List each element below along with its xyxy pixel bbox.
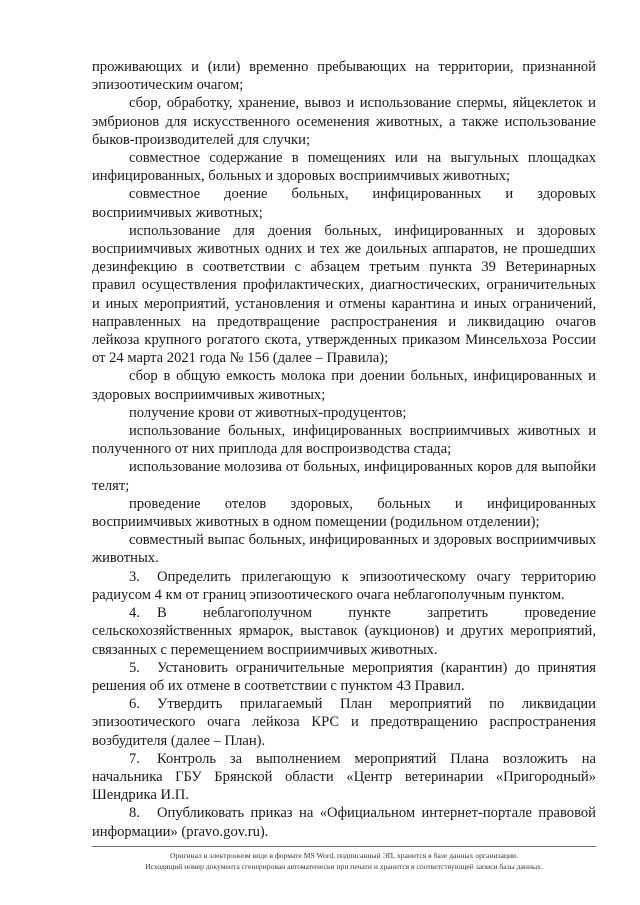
paragraph-0: проживающих и (или) временно пребывающих на территории, признанной эпизоотическим очагом; <box>92 59 596 94</box>
numbered-item-6 <box>92 695 596 750</box>
paragraph-9: проведение отелов здоровых, больных и инфицированных восприимчивых животных в одном помещении (родильном отделении); <box>92 495 596 531</box>
paragraph-3: совместное доение больных, инфицированных и здоровых восприимчивых животных; <box>92 186 596 221</box>
item-text: Контроль за выполнением мероприятий Плана возложить на начальника ГБУ Брянской области «Центр ветеринарии «Пригородный» Шендрика И.П. <box>92 750 596 804</box>
footer-divider <box>92 846 596 847</box>
paragraph-2: совместное содержание в помещениях или на выгульных площадках инфицированных, больных и здоровых восприимчивых животных; <box>92 150 596 185</box>
item-number: 7. <box>129 750 140 767</box>
item-number: 5. <box>129 659 140 676</box>
paragraph-8: использование молозива от больных, инфицированных коров для выпойки телят; <box>92 459 596 494</box>
numbered-item-5 <box>92 659 596 695</box>
numbered-item-7 <box>92 750 596 805</box>
paragraph-4: использование для доения больных, инфицированных и здоровых восприимчивых животных одних и тех же доильных аппаратов, не прошедших дезинфекцию в соответствии с абзацем третьим пункта 39 Ветеринарных правил осуществления профилактических, диагностических, ограничительных и иных мероприятий, установления и отмены карантина и иных ограничений, направленных на предотвращение распространения и ликвидацию очагов лейкоза крупного рогатого скота, утвержденных приказом Минсельхоза России от 24 марта 2021 года № 156 (далее – Правила); <box>92 222 596 367</box>
numbered-item-4 <box>92 604 596 659</box>
footer-line-1: Оригинал в электронном виде в формате MS Word, подписанный ЭП, хранится в базе данных организации. <box>170 851 518 860</box>
paragraph-6: получение крови от животных-продуцентов; <box>129 404 407 421</box>
paragraph-10: совместный выпас больных, инфицированных и здоровых восприимчивых животных. <box>92 532 596 567</box>
item-number: 3. <box>129 568 140 585</box>
numbered-item-8 <box>92 804 596 840</box>
paragraph-1: сбор, обработку, хранение, вывоз и использование спермы, яйцеклеток и эмбрионов для искусственного осеменения животных, а также использование быков-производителей для случки; <box>92 95 596 148</box>
item-number: 6. <box>129 696 140 713</box>
paragraph-5: сбор в общую емкость молока при доении больных, инфицированных и здоровых восприимчивых животных; <box>92 368 596 403</box>
document-body <box>92 58 596 841</box>
footer-line-2: Исходящий номер документа сгенерирован автоматически при печати и хранится в соответствующей записи базы данных. <box>145 862 543 871</box>
item-text: В неблагополучном пункте запретить проведение сельскохозяйственных ярмарок, выставок (аукционов) и других мероприятий, связанных с перемещением восприимчивых животных. <box>92 605 596 658</box>
footer-note <box>92 850 596 872</box>
paragraph-7: использование больных, инфицированных восприимчивых животных и полученного от них приплода для воспроизводства стада; <box>92 423 596 458</box>
item-text: Установить ограничительные мероприятия (карантин) до принятия решения об их отмене в соответствии с пунктом 43 Правил. <box>92 659 596 694</box>
item-number: 4. <box>129 605 140 622</box>
item-text: Опубликовать приказ на «Официальном интернет-портале правовой информации» (pravo.gov.ru). <box>92 805 596 840</box>
numbered-item-3 <box>92 568 596 604</box>
item-number: 8. <box>129 805 140 822</box>
item-text: Утвердить прилагаемый План мероприятий по ликвидации эпизоотического очага лейкоза КРС и предотвращению распространения возбудителя (далее – План). <box>92 696 596 749</box>
item-text: Определить прилегающую к эпизоотическому очагу территорию радиусом 4 км от границ эпизоотического очага неблагополучным пунктом. <box>92 568 596 603</box>
